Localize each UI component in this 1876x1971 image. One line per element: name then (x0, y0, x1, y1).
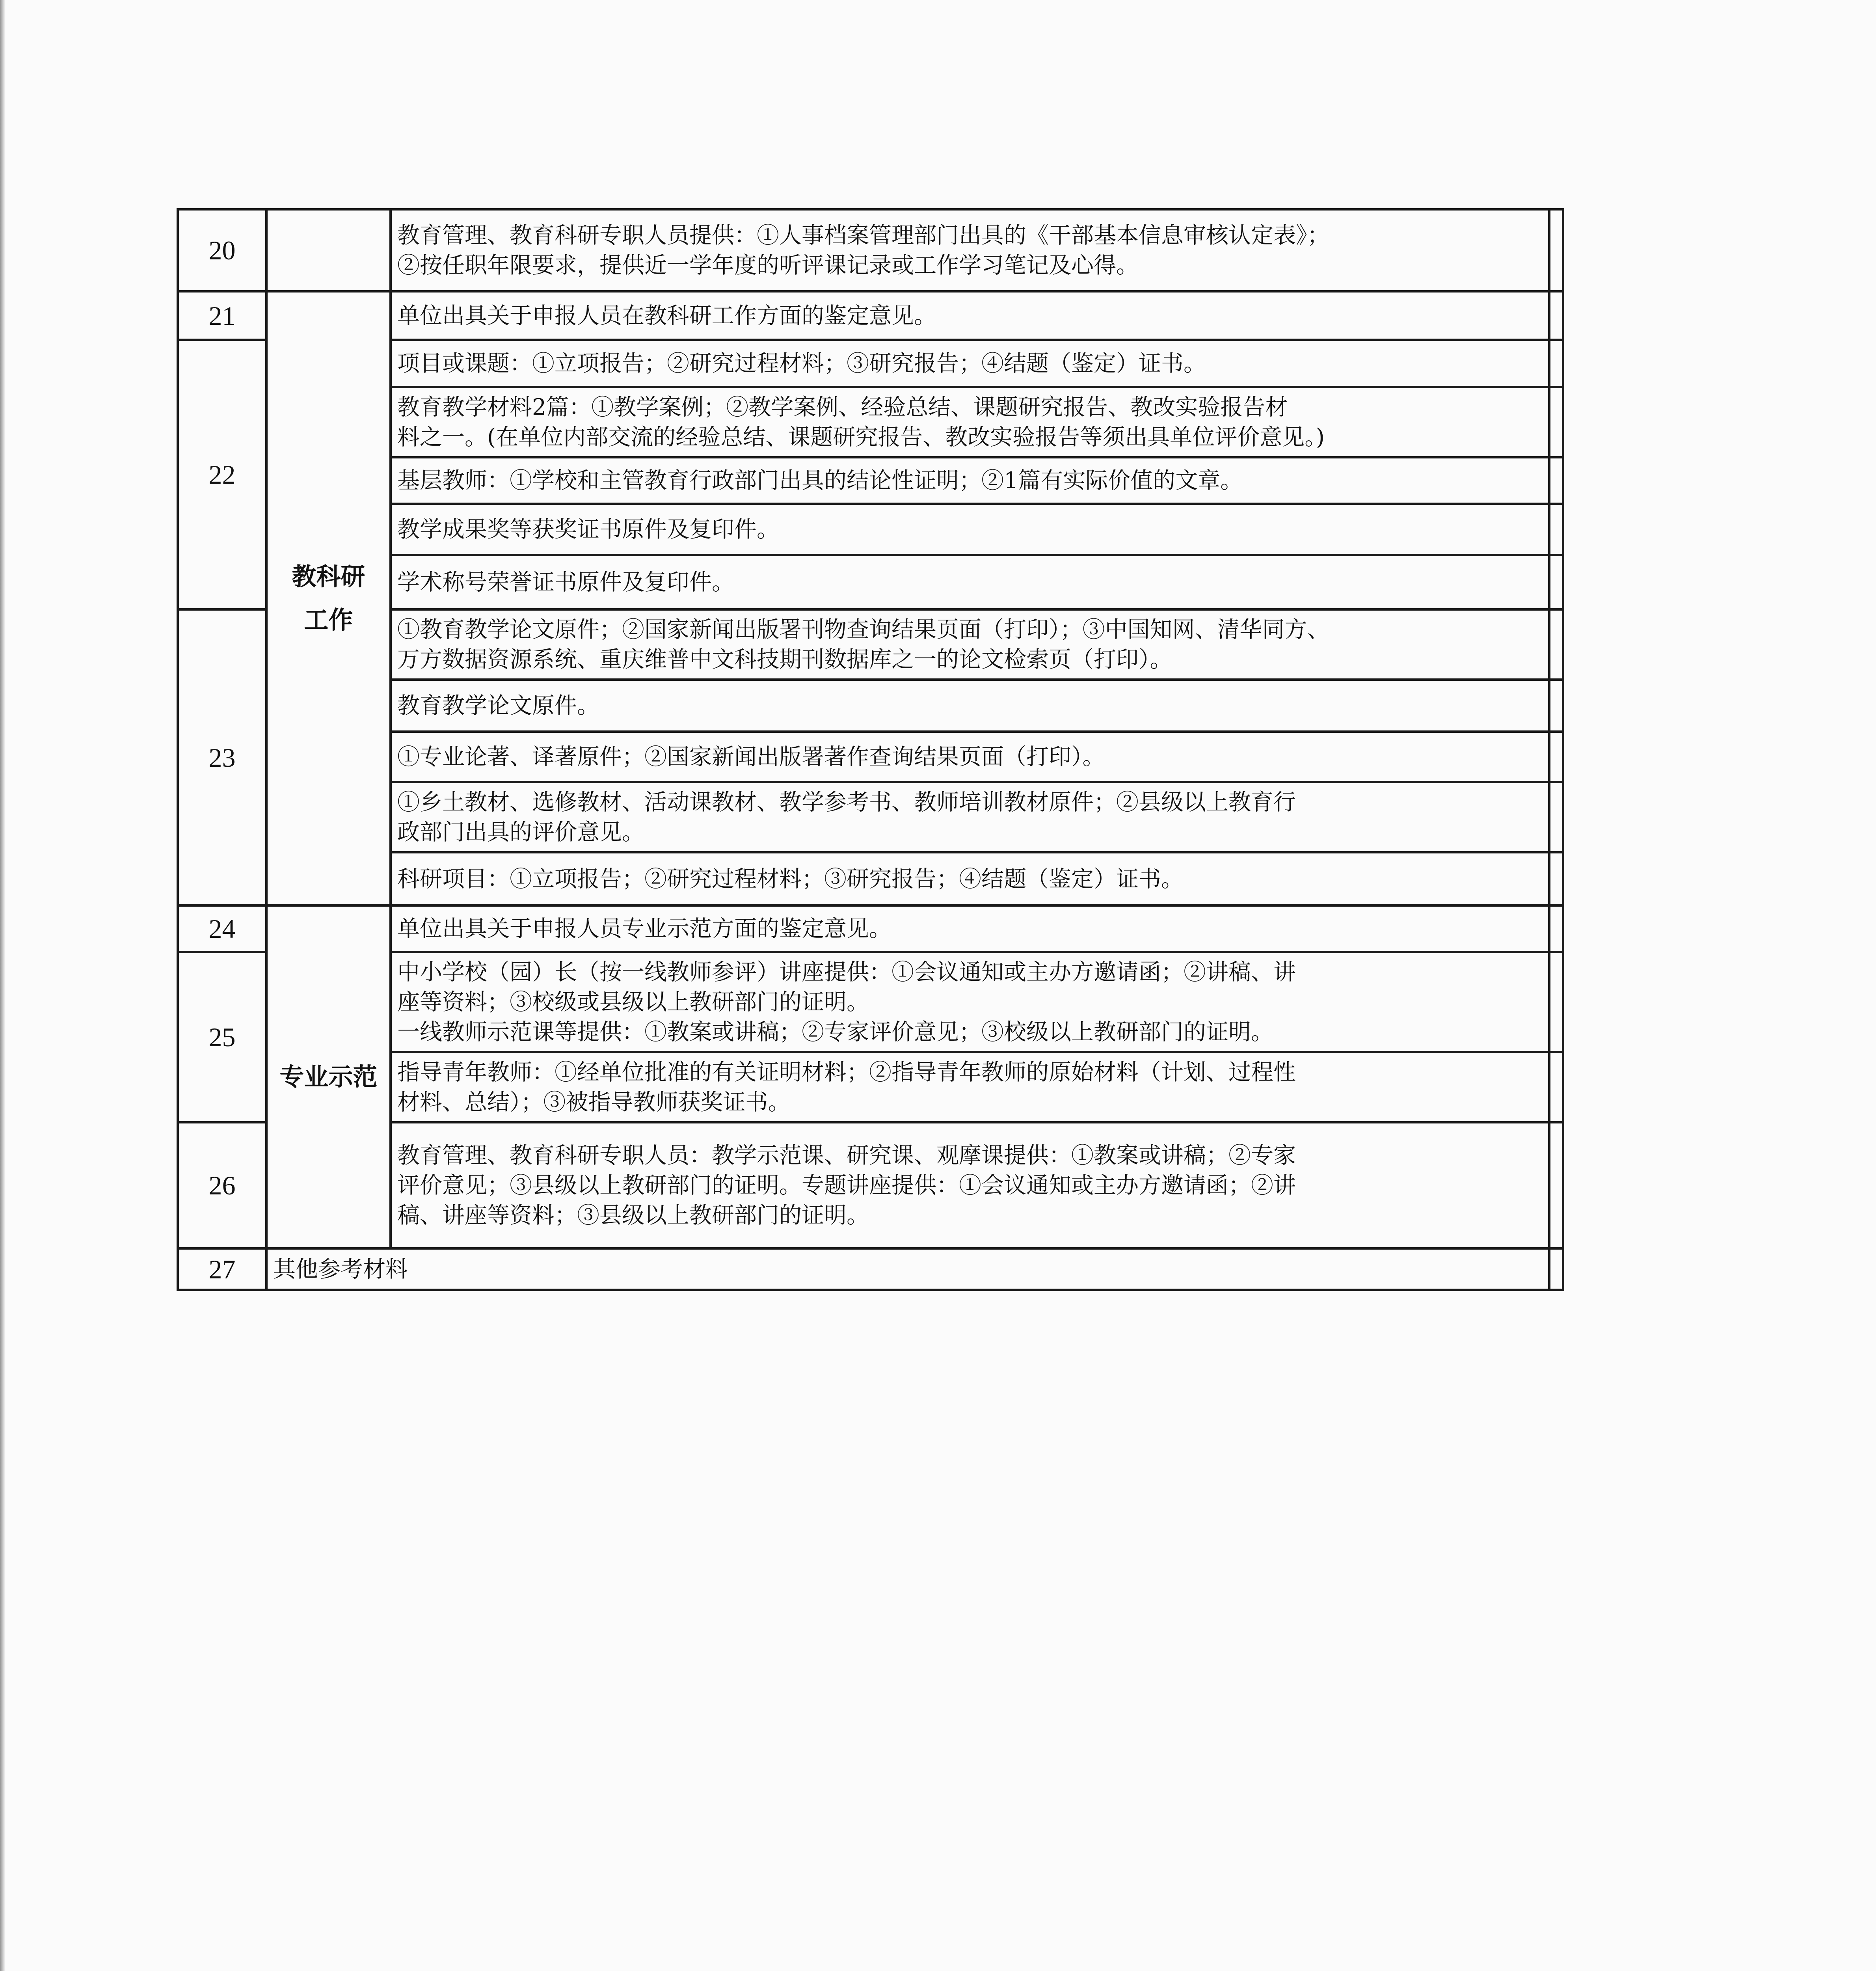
text-line: 教育教学论文原件。 (397, 693, 599, 719)
requirement-text (391, 340, 1549, 387)
text-line: 项目或课题：①立项报告；②研究过程材料；③研究报告；④结题（鉴定）证书。 (397, 350, 1206, 376)
requirement-text (391, 555, 1549, 609)
row-number: 24 (178, 905, 266, 952)
materials-table (177, 208, 1564, 1291)
check-cell (1549, 387, 1563, 457)
check-cell (1549, 732, 1563, 782)
text-line: 教育教学材料2篇：①教学案例；②教学案例、经验总结、课题研究报告、教改实验报告材 (397, 394, 1288, 420)
requirement-text (391, 457, 1549, 504)
check-cell (1549, 340, 1563, 387)
table-row (178, 1248, 1563, 1290)
row-number: 20 (178, 209, 266, 291)
check-cell (1549, 504, 1563, 555)
requirement-text (391, 209, 1549, 291)
text-line: 学术称号荣誉证书原件及复印件。 (397, 569, 734, 595)
scan-edge (0, 0, 6, 1971)
text-line: 稿、讲座等资料；③县级以上教研部门的证明。 (397, 1202, 869, 1228)
requirement-text (391, 1052, 1549, 1122)
requirement-text (391, 952, 1549, 1052)
text-line: 材料、总结）；③被指导教师获奖证书。 (397, 1089, 791, 1115)
text-line: 教育管理、教育科研专职人员提供：①人事档案管理部门出具的《干部基本信息审核认定表》； (397, 222, 1330, 248)
check-cell (1549, 457, 1563, 504)
text-line: 中小学校（园）长（按一线教师参评）讲座提供：①会议通知或主办方邀请函；②讲稿、讲 (397, 959, 1296, 985)
table-row (178, 291, 1563, 340)
text-line: ①乡土教材、选修教材、活动课教材、教学参考书、教师培训教材原件；②县级以上教育行 (397, 789, 1296, 815)
check-cell (1549, 291, 1563, 340)
category-label: 教科研 (292, 562, 365, 591)
requirement-text (391, 387, 1549, 457)
category-label: 工作 (304, 605, 353, 634)
requirement-text (391, 1122, 1549, 1248)
row-number: 25 (178, 952, 266, 1122)
requirement-text (391, 680, 1549, 732)
check-cell (1549, 680, 1563, 732)
check-cell (1549, 1122, 1563, 1248)
text-line: 教育管理、教育科研专职人员：教学示范课、研究课、观摩课提供：①教案或讲稿；②专家 (397, 1142, 1296, 1168)
requirement-text (391, 732, 1549, 782)
text-line: 其他参考材料 (273, 1256, 408, 1282)
category-cell (266, 291, 391, 905)
check-cell (1549, 852, 1563, 905)
text-line: ①教育教学论文原件；②国家新闻出版署刊物查询结果页面（打印）；③中国知网、清华同方、 (397, 617, 1330, 643)
text-line: 评价意见；③县级以上教研部门的证明。专题讲座提供：①会议通知或主办方邀请函；②讲 (397, 1172, 1296, 1198)
row-number: 22 (178, 340, 266, 609)
requirement-text (391, 609, 1549, 680)
row-number: 26 (178, 1122, 266, 1248)
requirement-text (391, 782, 1549, 852)
category-cell (266, 905, 391, 1248)
text-line: 一线教师示范课等提供：①教案或讲稿；②专家评价意见；③校级以上教研部门的证明。 (397, 1019, 1273, 1045)
check-cell (1549, 555, 1563, 609)
check-cell (1549, 209, 1563, 291)
text-line: 指导青年教师：①经单位批准的有关证明材料；②指导青年教师的原始材料（计划、过程性 (397, 1059, 1296, 1085)
text-line: 教学成果奖等获奖证书原件及复印件。 (397, 516, 779, 542)
requirement-text (266, 1248, 1549, 1290)
category-label: 专业示范 (279, 1062, 378, 1091)
row-number: 21 (178, 291, 266, 340)
text-line: ②按任职年限要求，提供近一学年度的听评课记录或工作学习笔记及心得。 (397, 252, 1139, 278)
requirement-text (391, 852, 1549, 905)
check-cell (1549, 1052, 1563, 1122)
check-cell (1549, 952, 1563, 1052)
check-cell (1549, 782, 1563, 852)
requirement-text (391, 504, 1549, 555)
text-line: 单位出具关于申报人员专业示范方面的鉴定意见。 (397, 916, 891, 942)
text-line: 料之一。(在单位内部交流的经验总结、课题研究报告、教改实验报告等须出具单位评价意见。) (397, 424, 1325, 450)
check-cell (1549, 905, 1563, 952)
requirement-text (391, 291, 1549, 340)
text-line: 科研项目：①立项报告；②研究过程材料；③研究报告；④结题（鉴定）证书。 (397, 866, 1184, 892)
text-line: 基层教师：①学校和主管教育行政部门出具的结论性证明；②1篇有实际价值的文章。 (397, 468, 1243, 494)
blank-category-cell (266, 209, 391, 291)
text-line: 万方数据资源系统、重庆维普中文科技期刊数据库之一的论文检索页（打印）。 (397, 646, 1172, 673)
row-number: 23 (178, 609, 266, 905)
table-row (178, 209, 1563, 291)
check-cell (1549, 1248, 1563, 1290)
text-line: 座等资料；③校级或县级以上教研部门的证明。 (397, 989, 869, 1015)
table-row (178, 905, 1563, 952)
requirement-text (391, 905, 1549, 952)
text-line: 单位出具关于申报人员在教科研工作方面的鉴定意见。 (397, 302, 936, 329)
check-cell (1549, 609, 1563, 680)
text-line: ①专业论著、译著原件；②国家新闻出版署著作查询结果页面（打印）。 (397, 744, 1105, 770)
text-line: 政部门出具的评价意见。 (397, 819, 644, 845)
row-number: 27 (178, 1248, 266, 1290)
